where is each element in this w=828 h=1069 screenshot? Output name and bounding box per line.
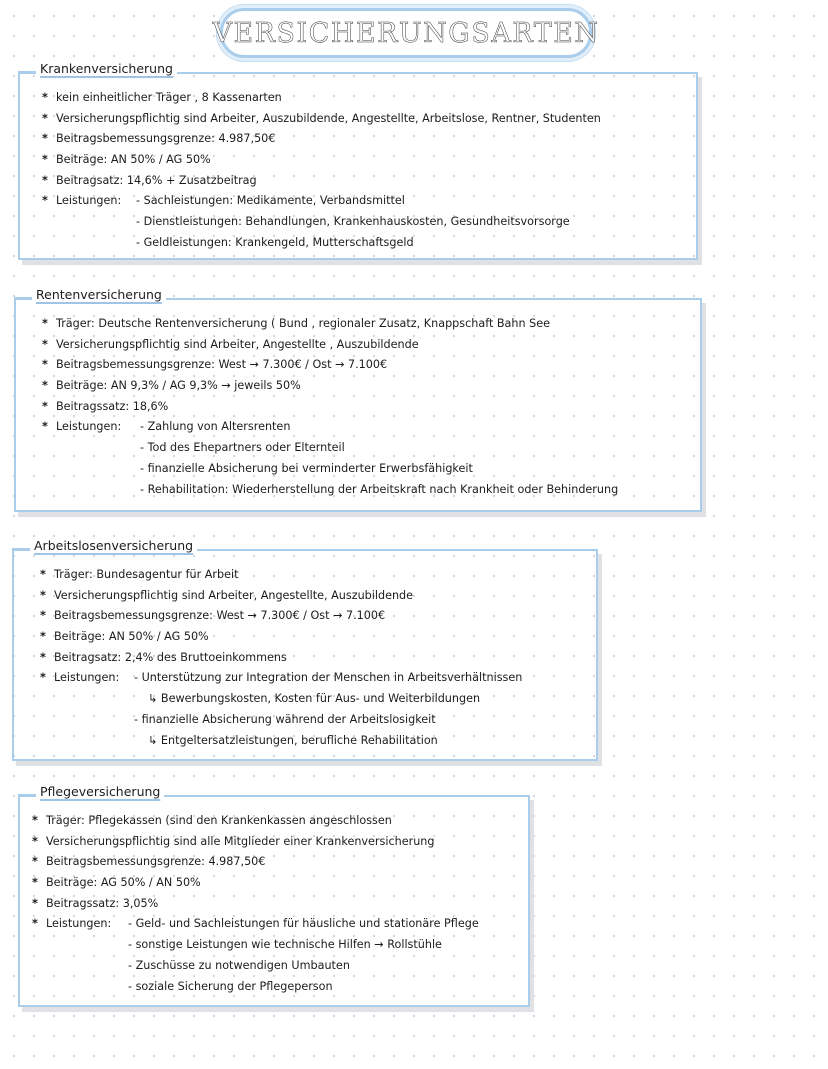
asterisk-bullet-icon: * bbox=[32, 876, 38, 890]
asterisk-bullet-icon: * bbox=[32, 855, 38, 869]
leistung-row bbox=[32, 935, 524, 956]
list-item: * Beitragssatz: 3,05% bbox=[32, 894, 524, 915]
list-item: * Träger: Deutsche Rentenversicherung ( Bund , regionaler Zusatz, Knappschaft Bahn See bbox=[42, 314, 696, 335]
list-item-leistungen: * Leistungen: - Unterstützung zur Integration der Menschen in Arbeitsverhältnissen bbox=[40, 668, 592, 689]
leistung-item: - sonstige Leistungen wie technische Hilfen → Rollstühle bbox=[128, 938, 442, 952]
asterisk-bullet-icon: * bbox=[42, 91, 48, 104]
list-item: * Beitragsbemessungsgrenze: West → 7.300€ / Ost → 7.100€ bbox=[40, 606, 592, 627]
asterisk-bullet-icon: * bbox=[42, 317, 48, 330]
section-content bbox=[40, 565, 592, 751]
leistung-item: - Zuschüsse zu notwendigen Umbauten bbox=[128, 958, 350, 972]
leistung-item: - soziale Sicherung der Pflegeperson bbox=[128, 979, 333, 993]
leistung-item: - Geld- und Sachleistungen für häusliche und stationäre Pflege bbox=[128, 917, 479, 931]
leistung-item: - Unterstützung zur Integration der Menschen in Arbeitsverhältnissen bbox=[134, 671, 523, 685]
list-item: * Träger: Pflegekassen (sind den Krankenkassen angeschlossen bbox=[32, 811, 524, 832]
leistung-row bbox=[42, 233, 692, 254]
asterisk-bullet-icon: * bbox=[32, 917, 38, 931]
leistung-item: - Sachleistungen: Medikamente, Verbandsmittel bbox=[136, 194, 405, 208]
section-content bbox=[42, 88, 692, 254]
leistung-row bbox=[42, 438, 696, 459]
leistung-item: - Zahlung von Altersrenten bbox=[140, 420, 291, 434]
asterisk-bullet-icon: * bbox=[42, 399, 48, 413]
leistung-row bbox=[40, 731, 592, 752]
list-item: * kein einheitlicher Träger , 8 Kassenarten bbox=[42, 88, 692, 109]
list-item: * Versicherungspflichtig sind Arbeiter, Angestellte , Auszubildende bbox=[42, 335, 696, 356]
leistung-row bbox=[42, 459, 696, 480]
leistung-row bbox=[40, 689, 592, 710]
asterisk-bullet-icon: * bbox=[40, 650, 46, 664]
asterisk-bullet-icon: * bbox=[40, 609, 46, 623]
asterisk-bullet-icon: * bbox=[40, 568, 46, 581]
leistung-item: - finanzielle Absicherung bei verminderter Erwerbsfähigkeit bbox=[140, 461, 473, 475]
leistung-row bbox=[32, 956, 524, 977]
list-item: * Versicherungspflichtig sind alle Mitglieder einer Krankenversicherung bbox=[32, 832, 524, 853]
asterisk-bullet-icon: * bbox=[42, 337, 48, 351]
leistung-item: - Dienstleistungen: Behandlungen, Krankenhauskosten, Gesundheitsvorsorge bbox=[136, 215, 570, 229]
list-item: * Beitragsbemessungsgrenze: West → 7.300€ / Ost → 7.100€ bbox=[42, 355, 696, 376]
leistung-item: ↳ Entgeltersatzleistungen, berufliche Rehabilitation bbox=[148, 733, 438, 747]
list-item: * Träger: Bundesagentur für Arbeit bbox=[40, 565, 592, 586]
list-item-leistungen: * Leistungen: - Sachleistungen: Medikamente, Verbandsmittel bbox=[42, 191, 692, 212]
leistung-row bbox=[42, 212, 692, 233]
asterisk-bullet-icon: * bbox=[40, 630, 46, 644]
asterisk-bullet-icon: * bbox=[42, 194, 48, 208]
section-title: Rentenversicherung bbox=[32, 287, 166, 302]
section-content bbox=[32, 811, 524, 997]
list-item: * Beiträge: AN 50% / AG 50% bbox=[40, 627, 592, 648]
leistung-row bbox=[40, 710, 592, 731]
section-pflegeversicherung bbox=[18, 784, 530, 1007]
list-item: * Beiträge: AG 50% / AN 50% bbox=[32, 873, 524, 894]
list-item: * Beiträge: AN 9,3% / AG 9,3% → jeweils 50% bbox=[42, 376, 696, 397]
leistung-item: - Tod des Ehepartners oder Elternteil bbox=[140, 441, 345, 455]
leistung-item: - Rehabilitation: Wiederherstellung der Arbeitskraft nach Krankheit oder Behinderung bbox=[140, 482, 619, 496]
list-item: * Beitragsatz: 2,4% des Bruttoeinkommens bbox=[40, 648, 592, 669]
page-title-cloud bbox=[212, 8, 600, 58]
section-title: Pflegeversicherung bbox=[36, 784, 164, 799]
list-item: * Beitragsbemessungsgrenze: 4.987,50€ bbox=[42, 129, 692, 150]
list-item-leistungen: * Leistungen: - Geld- und Sachleistungen für häusliche und stationäre Pflege bbox=[32, 914, 524, 935]
section-krankenversicherung bbox=[18, 61, 698, 260]
section-arbeitslosenversicherung bbox=[12, 538, 598, 761]
asterisk-bullet-icon: * bbox=[40, 671, 46, 685]
list-item: * Beitragssatz: 18,6% bbox=[42, 397, 696, 418]
leistung-row bbox=[32, 977, 524, 998]
list-item: * Beiträge: AN 50% / AG 50% bbox=[42, 150, 692, 171]
page-title: VERSICHERUNGSARTEN bbox=[212, 17, 600, 49]
list-item-leistungen: * Leistungen: - Zahlung von Altersrenten bbox=[42, 417, 696, 438]
asterisk-bullet-icon: * bbox=[32, 896, 38, 910]
section-title: Krankenversicherung bbox=[36, 61, 177, 76]
asterisk-bullet-icon: * bbox=[32, 814, 38, 827]
asterisk-bullet-icon: * bbox=[42, 420, 48, 434]
leistung-row bbox=[42, 480, 696, 501]
asterisk-bullet-icon: * bbox=[42, 379, 48, 393]
asterisk-bullet-icon: * bbox=[42, 153, 48, 167]
leistung-item: ↳ Bewerbungskosten, Kosten für Aus- und Weiterbildungen bbox=[148, 692, 481, 706]
leistung-item: - finanzielle Absicherung während der Arbeitslosigkeit bbox=[134, 712, 436, 726]
list-item: * Beitragsbemessungsgrenze: 4.987,50€ bbox=[32, 852, 524, 873]
section-title: Arbeitslosenversicherung bbox=[30, 538, 197, 553]
asterisk-bullet-icon: * bbox=[42, 358, 48, 372]
section-content bbox=[42, 314, 696, 500]
asterisk-bullet-icon: * bbox=[42, 132, 48, 146]
asterisk-bullet-icon: * bbox=[40, 588, 46, 602]
asterisk-bullet-icon: * bbox=[42, 173, 48, 187]
list-item: * Versicherungspflichtig sind Arbeiter, Angestellte, Auszubildende bbox=[40, 586, 592, 607]
asterisk-bullet-icon: * bbox=[32, 834, 38, 848]
asterisk-bullet-icon: * bbox=[42, 111, 48, 125]
list-item: * Versicherungspflichtig sind Arbeiter, Auszubildende, Angestellte, Arbeitslose, Rentner, Studenten bbox=[42, 109, 692, 130]
leistung-item: - Geldleistungen: Krankengeld, Mutterschaftsgeld bbox=[136, 235, 414, 249]
list-item: * Beitragsatz: 14,6% + Zusatzbeitrag bbox=[42, 171, 692, 192]
section-rentenversicherung bbox=[14, 287, 702, 512]
